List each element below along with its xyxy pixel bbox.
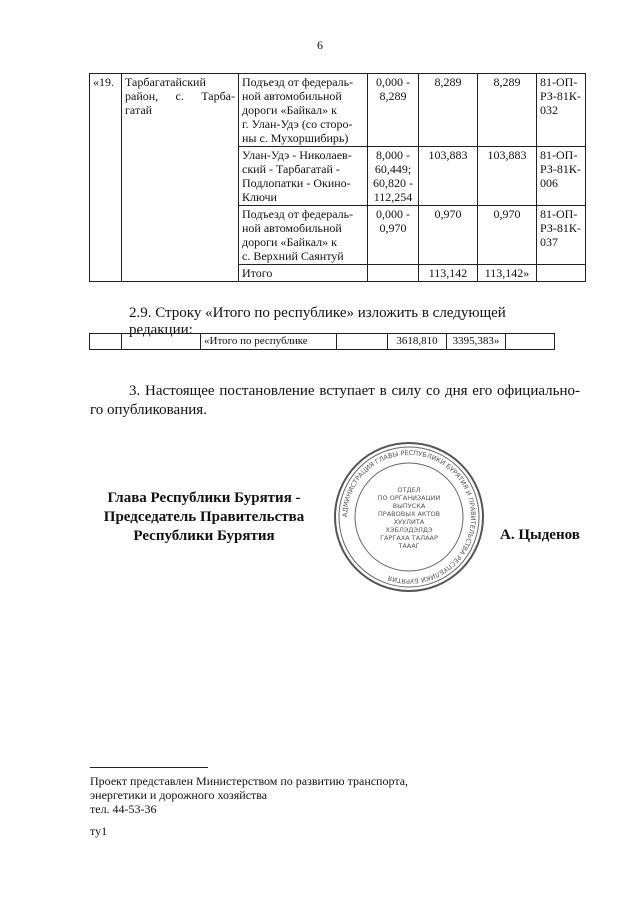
- road-line: с. Верхний Саянтуй: [242, 249, 344, 263]
- road-name-cell: [239, 147, 368, 206]
- empty-cell: [337, 334, 388, 350]
- road-line: Подъезд от федераль-: [242, 75, 354, 89]
- empty-cell: [122, 334, 201, 350]
- signer-title-line: Республики Бурятия: [133, 528, 275, 544]
- signer-title: [84, 489, 324, 546]
- footnote-line: тел. 44-53-36: [90, 802, 157, 816]
- code-line: 037: [540, 235, 558, 249]
- code-line: 81-ОП-: [540, 75, 578, 89]
- seal-line: ХУУЛИТА: [393, 518, 425, 526]
- district-line: район, с. Тарба-: [125, 89, 235, 103]
- signer-name: А. Цыденов: [500, 527, 580, 543]
- district-line: гатай: [125, 103, 153, 117]
- republic-total-label: «Итого по республике: [201, 334, 337, 350]
- page-number: 6: [317, 38, 323, 52]
- length-total-cell: 0,970: [419, 206, 478, 265]
- km-cell: [368, 206, 419, 265]
- road-line: Подлопатки - Окино-: [242, 176, 351, 190]
- footnote-line: энергетики и дорожного хозяйства: [90, 788, 268, 802]
- km-line: 0,000 -: [376, 207, 410, 221]
- km-line: 60,449;: [374, 162, 412, 176]
- table-row: [90, 334, 555, 350]
- km-cell: [368, 74, 419, 147]
- empty-cell: [537, 265, 586, 282]
- road-line: ский - Тарбагатай -: [242, 162, 340, 176]
- table-row: [90, 74, 586, 147]
- road-line: дороги «Байкал» к: [242, 103, 337, 117]
- road-code-cell: [537, 147, 586, 206]
- paragraph-3: 3. Настоящее постановление вступает в силу со дня его официально-го опубликования.: [90, 383, 580, 418]
- km-line: 0,000 -: [376, 75, 410, 89]
- seal-line: ПРАВОВЫХ АКТОВ: [377, 510, 441, 518]
- footnote: [90, 774, 490, 816]
- road-code-cell: [537, 206, 586, 265]
- typist-mark: ту1: [90, 824, 108, 838]
- km-line: 0,970: [379, 221, 407, 235]
- length-b-cell: 103,883: [478, 147, 537, 206]
- road-line: г. Улан-Удэ (со сторо-: [242, 117, 353, 131]
- road-line: Улан-Удэ - Николаев-: [242, 148, 352, 162]
- empty-cell: [368, 265, 419, 282]
- road-table: [89, 73, 586, 282]
- footnote-line: Проект представлен Министерством по развитию транспорта,: [90, 774, 409, 788]
- republic-total-table: [89, 333, 555, 350]
- republic-total-a: 3618,810: [388, 334, 447, 350]
- code-line: 81-ОП-: [540, 207, 578, 221]
- signer-title-line: Глава Республики Бурятия -: [107, 490, 301, 506]
- code-line: 032: [540, 103, 558, 117]
- code-line: РЗ-81К-: [540, 221, 581, 235]
- road-name-cell: [239, 74, 368, 147]
- total-label-cell: Итого: [239, 265, 368, 282]
- official-seal: [332, 440, 486, 594]
- signer-title-line: Председатель Правительства: [103, 509, 305, 525]
- total-a-cell: 113,142: [419, 265, 478, 282]
- total-b-cell: 113,142»: [478, 265, 537, 282]
- empty-cell: [506, 334, 555, 350]
- length-b-cell: 8,289: [478, 74, 537, 147]
- km-line: 60,820 -: [373, 176, 413, 190]
- code-line: РЗ-81К-: [540, 89, 581, 103]
- length-b-cell: 0,970: [478, 206, 537, 265]
- km-line: 8,000 -: [376, 148, 410, 162]
- seal-line: ТАААГ: [398, 542, 420, 550]
- paragraph-2-9: 2.9. Строку «Итого по республике» изложить в следующей редакции:: [129, 305, 506, 338]
- seal-line: ГАРГАХА ТАЛААР: [380, 534, 438, 542]
- km-line: 112,254: [373, 190, 413, 204]
- empty-cell: [90, 334, 122, 350]
- length-total-cell: 8,289: [419, 74, 478, 147]
- road-line: ны с. Мухоршибирь): [242, 131, 349, 145]
- seal-line: ХЭБЛЭДЭЛДЭ: [385, 526, 433, 534]
- road-line: дороги «Байкал» к: [242, 235, 337, 249]
- seal-line: ВЫПУСКА: [392, 502, 426, 510]
- road-line: Ключи: [242, 190, 277, 204]
- seal-line: ПО ОРГАНИЗАЦИИ: [377, 494, 441, 502]
- seal-ring-text: АДМИНИСТРАЦИЯ ГЛАВЫ РЕСПУБЛИКИ БУРЯТИЯ И ПРАВИТЕЛЬСТВА РЕСПУБЛИКИ БУРЯТИЯ: [340, 448, 478, 586]
- road-line: ной автомобильной: [242, 89, 342, 103]
- km-line: 8,289: [379, 89, 407, 103]
- code-line: 006: [540, 176, 558, 190]
- code-line: 81-ОП-: [540, 148, 578, 162]
- row-number-cell: «19.: [90, 74, 122, 282]
- km-cell: [368, 147, 419, 206]
- road-name-cell: [239, 206, 368, 265]
- district-cell: [122, 74, 239, 282]
- footnote-divider: [90, 767, 208, 768]
- length-total-cell: 103,883: [419, 147, 478, 206]
- district-line: Тарбагатайский: [125, 75, 206, 89]
- seal-line: ОТДЕЛ: [397, 486, 421, 494]
- road-code-cell: [537, 74, 586, 147]
- republic-total-b: 3395,383»: [447, 334, 506, 350]
- code-line: РЗ-81К-: [540, 162, 581, 176]
- road-line: Подъезд от федераль-: [242, 207, 354, 221]
- road-line: ной автомобильной: [242, 221, 342, 235]
